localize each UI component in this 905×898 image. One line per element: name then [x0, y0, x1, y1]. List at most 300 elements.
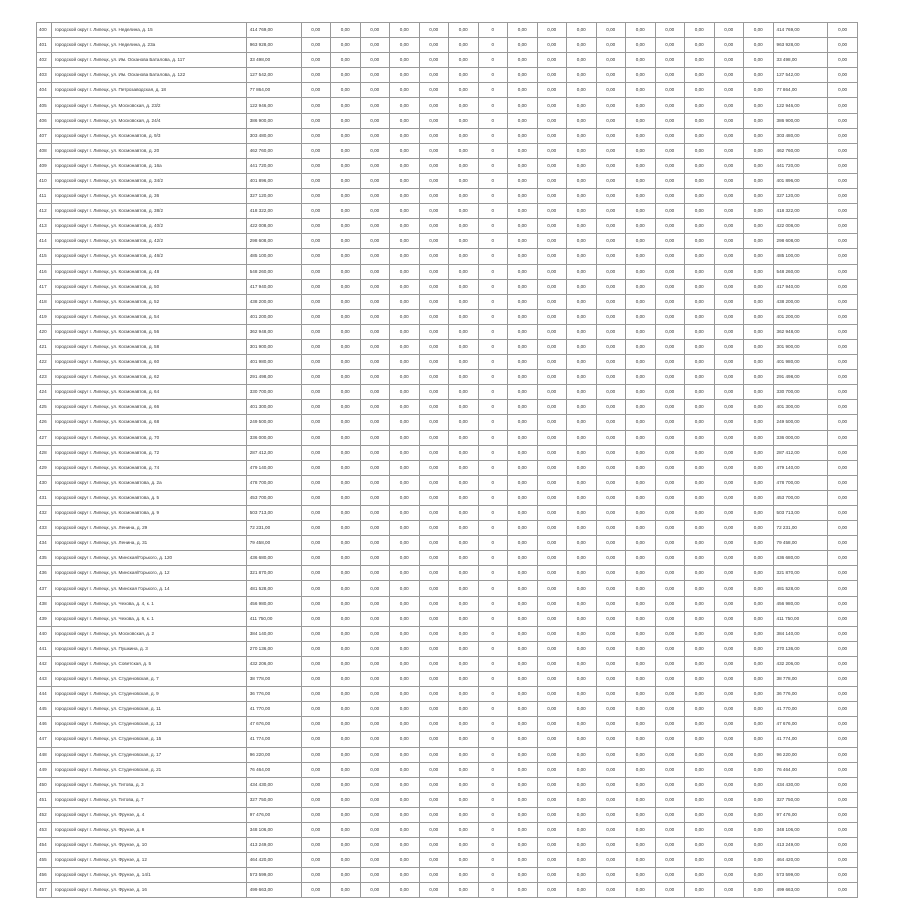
row-number-cell: 400	[37, 23, 52, 38]
total-cell: 464 420,00	[246, 853, 301, 868]
table-row	[37, 822, 858, 837]
value-cell: 0,00	[508, 234, 538, 249]
budget-table	[36, 22, 858, 898]
value-cell: 0,00	[685, 702, 715, 717]
address-cell: городской округ г. Липецк, ул. Московская, д. 2	[51, 626, 246, 641]
value-cell: 0,00	[331, 822, 361, 837]
value-cell: 0,00	[419, 732, 449, 747]
value-cell: 0,00	[449, 883, 479, 898]
value-cell: 0,00	[685, 521, 715, 536]
value-cell: 0,00	[301, 264, 331, 279]
value-cell: 0,00	[626, 219, 656, 234]
table-row	[37, 400, 858, 415]
final-value-cell: 0,00	[828, 339, 858, 354]
table-row	[37, 702, 858, 717]
final-total-cell: 38 778,00	[773, 672, 828, 687]
value-cell: 0,00	[537, 98, 567, 113]
value-cell: 0,00	[714, 536, 744, 551]
value-cell: 0,00	[419, 551, 449, 566]
value-cell: 0,00	[537, 732, 567, 747]
final-value-cell: 0,00	[828, 430, 858, 445]
value-cell: 0,00	[714, 687, 744, 702]
value-cell: 0,00	[537, 490, 567, 505]
final-total-cell: 417 940,00	[773, 279, 828, 294]
total-cell: 438 200,00	[246, 294, 301, 309]
value-cell: 0,00	[567, 868, 597, 883]
value-cell: 0,00	[596, 98, 626, 113]
final-value-cell: 0,00	[828, 204, 858, 219]
address-cell: городской округ г. Липецк, ул. Студеновская, д. 21	[51, 762, 246, 777]
value-cell: 0,00	[301, 355, 331, 370]
value-cell: 0,00	[508, 596, 538, 611]
final-total-cell: 72 231,00	[773, 521, 828, 536]
value-cell: 0,00	[685, 264, 715, 279]
value-cell: 0,00	[744, 475, 774, 490]
total-cell: 38 778,00	[246, 672, 301, 687]
value-cell: 0,00	[301, 38, 331, 53]
final-value-cell: 0,00	[828, 249, 858, 264]
value-cell: 0,00	[655, 415, 685, 430]
value-cell: 0,00	[331, 687, 361, 702]
final-total-cell: 327 120,00	[773, 189, 828, 204]
value-cell: 0,00	[390, 641, 420, 656]
table-row	[37, 445, 858, 460]
value-cell: 0,00	[655, 475, 685, 490]
value-cell: 0,00	[744, 83, 774, 98]
value-cell: 0,00	[419, 672, 449, 687]
value-cell: 0,00	[301, 219, 331, 234]
address-cell: городской округ г. Липецк, ул. Фрунзе, д. 16	[51, 883, 246, 898]
value-cell: 0,00	[744, 219, 774, 234]
value-cell: 0,00	[449, 475, 479, 490]
value-cell: 0,00	[655, 23, 685, 38]
table-row	[37, 792, 858, 807]
value-cell: 0,00	[390, 566, 420, 581]
final-value-cell: 0,00	[828, 777, 858, 792]
value-cell: 0	[478, 762, 508, 777]
value-cell: 0,00	[685, 219, 715, 234]
value-cell: 0,00	[714, 672, 744, 687]
value-cell: 0,00	[301, 702, 331, 717]
value-cell: 0,00	[537, 868, 567, 883]
value-cell: 0,00	[419, 536, 449, 551]
value-cell: 0,00	[655, 626, 685, 641]
value-cell: 0,00	[744, 355, 774, 370]
value-cell: 0,00	[685, 23, 715, 38]
value-cell: 0,00	[744, 189, 774, 204]
value-cell: 0,00	[360, 370, 390, 385]
value-cell: 0,00	[537, 309, 567, 324]
value-cell: 0,00	[626, 732, 656, 747]
final-total-cell: 270 136,00	[773, 641, 828, 656]
address-cell: городской округ г. Липецк, ул. Космонавтов, д. 50	[51, 279, 246, 294]
final-value-cell: 0,00	[828, 732, 858, 747]
value-cell: 0,00	[419, 324, 449, 339]
final-value-cell: 0,00	[828, 23, 858, 38]
table-row	[37, 641, 858, 656]
total-cell: 79 458,00	[246, 536, 301, 551]
value-cell: 0,00	[537, 596, 567, 611]
value-cell: 0,00	[567, 234, 597, 249]
value-cell: 0,00	[360, 490, 390, 505]
value-cell: 0,00	[537, 204, 567, 219]
value-cell: 0,00	[508, 822, 538, 837]
value-cell: 0,00	[360, 626, 390, 641]
value-cell: 0,00	[596, 883, 626, 898]
value-cell: 0,00	[419, 490, 449, 505]
value-cell: 0,00	[419, 189, 449, 204]
value-cell: 0,00	[360, 807, 390, 822]
value-cell: 0,00	[567, 883, 597, 898]
value-cell: 0,00	[449, 400, 479, 415]
value-cell: 0,00	[537, 143, 567, 158]
value-cell: 0,00	[685, 98, 715, 113]
value-cell: 0,00	[419, 702, 449, 717]
value-cell: 0,00	[508, 687, 538, 702]
value-cell: 0,00	[596, 309, 626, 324]
row-number-cell: 433	[37, 521, 52, 536]
value-cell: 0,00	[714, 868, 744, 883]
value-cell: 0,00	[655, 204, 685, 219]
row-number-cell: 434	[37, 536, 52, 551]
value-cell: 0	[478, 566, 508, 581]
value-cell: 0,00	[301, 294, 331, 309]
value-cell: 0,00	[744, 792, 774, 807]
value-cell: 0,00	[655, 370, 685, 385]
table-row	[37, 807, 858, 822]
value-cell: 0,00	[360, 234, 390, 249]
row-number-cell: 447	[37, 732, 52, 747]
value-cell: 0,00	[419, 445, 449, 460]
value-cell: 0,00	[537, 128, 567, 143]
final-value-cell: 0,00	[828, 838, 858, 853]
value-cell: 0,00	[685, 385, 715, 400]
value-cell: 0,00	[744, 204, 774, 219]
table-row	[37, 883, 858, 898]
value-cell: 0,00	[626, 536, 656, 551]
value-cell: 0,00	[331, 777, 361, 792]
row-number-cell: 416	[37, 264, 52, 279]
final-value-cell: 0,00	[828, 128, 858, 143]
value-cell: 0,00	[626, 400, 656, 415]
address-cell: городской округ г. Липецк, ул. Космонавтов, д. 48	[51, 264, 246, 279]
value-cell: 0,00	[744, 128, 774, 143]
value-cell: 0,00	[596, 838, 626, 853]
row-number-cell: 427	[37, 430, 52, 445]
value-cell: 0,00	[301, 732, 331, 747]
value-cell: 0,00	[714, 309, 744, 324]
value-cell: 0,00	[537, 460, 567, 475]
value-cell: 0,00	[685, 460, 715, 475]
value-cell: 0,00	[508, 38, 538, 53]
final-value-cell: 0,00	[828, 219, 858, 234]
address-cell: городской округ г. Липецк, ул. Космонавтов, д. 9/3	[51, 128, 246, 143]
value-cell: 0,00	[596, 687, 626, 702]
value-cell: 0,00	[331, 219, 361, 234]
final-total-cell: 414 769,00	[773, 23, 828, 38]
value-cell: 0,00	[331, 717, 361, 732]
value-cell: 0,00	[301, 626, 331, 641]
value-cell: 0,00	[390, 702, 420, 717]
value-cell: 0,00	[301, 551, 331, 566]
value-cell: 0,00	[714, 611, 744, 626]
address-cell: городской округ г. Липецк, ул. Космонавтов, д. 70	[51, 430, 246, 445]
value-cell: 0,00	[714, 430, 744, 445]
value-cell: 0,00	[301, 53, 331, 68]
value-cell: 0,00	[360, 762, 390, 777]
value-cell: 0,00	[508, 294, 538, 309]
final-total-cell: 97 476,00	[773, 807, 828, 822]
value-cell: 0,00	[331, 204, 361, 219]
address-cell: городской округ г. Липецк, ул. Неделина, д. 15	[51, 23, 246, 38]
value-cell: 0,00	[360, 309, 390, 324]
value-cell: 0,00	[419, 581, 449, 596]
value-cell: 0,00	[419, 339, 449, 354]
value-cell: 0,00	[626, 822, 656, 837]
value-cell: 0,00	[508, 460, 538, 475]
value-cell: 0	[478, 521, 508, 536]
value-cell: 0,00	[331, 762, 361, 777]
value-cell: 0,00	[714, 732, 744, 747]
value-cell: 0,00	[714, 173, 744, 188]
final-total-cell: 441 720,00	[773, 158, 828, 173]
value-cell: 0,00	[744, 400, 774, 415]
value-cell: 0,00	[301, 868, 331, 883]
value-cell: 0,00	[596, 143, 626, 158]
final-value-cell: 0,00	[828, 234, 858, 249]
value-cell: 0,00	[655, 234, 685, 249]
value-cell: 0,00	[567, 822, 597, 837]
value-cell: 0,00	[449, 445, 479, 460]
value-cell: 0,00	[714, 339, 744, 354]
value-cell: 0,00	[301, 672, 331, 687]
value-cell: 0,00	[537, 279, 567, 294]
value-cell: 0,00	[685, 234, 715, 249]
value-cell: 0,00	[655, 53, 685, 68]
table-row	[37, 506, 858, 521]
value-cell: 0,00	[685, 536, 715, 551]
value-cell: 0	[478, 807, 508, 822]
value-cell: 0	[478, 294, 508, 309]
table-row	[37, 853, 858, 868]
final-value-cell: 0,00	[828, 626, 858, 641]
row-number-cell: 440	[37, 626, 52, 641]
final-total-cell: 96 220,00	[773, 747, 828, 762]
value-cell: 0,00	[714, 460, 744, 475]
value-cell: 0,00	[360, 792, 390, 807]
value-cell: 0,00	[419, 309, 449, 324]
value-cell: 0,00	[744, 53, 774, 68]
value-cell: 0,00	[449, 626, 479, 641]
value-cell: 0,00	[360, 189, 390, 204]
value-cell: 0,00	[331, 521, 361, 536]
value-cell: 0,00	[390, 762, 420, 777]
value-cell: 0,00	[390, 355, 420, 370]
row-number-cell: 423	[37, 370, 52, 385]
value-cell: 0,00	[331, 189, 361, 204]
row-number-cell: 445	[37, 702, 52, 717]
table-row	[37, 656, 858, 671]
value-cell: 0,00	[390, 732, 420, 747]
value-cell: 0,00	[626, 807, 656, 822]
value-cell: 0,00	[390, 415, 420, 430]
value-cell: 0,00	[360, 521, 390, 536]
value-cell: 0,00	[360, 158, 390, 173]
value-cell: 0,00	[301, 521, 331, 536]
value-cell: 0,00	[626, 385, 656, 400]
value-cell: 0,00	[331, 143, 361, 158]
final-total-cell: 327 750,00	[773, 792, 828, 807]
value-cell: 0,00	[685, 113, 715, 128]
final-total-cell: 127 542,00	[773, 68, 828, 83]
value-cell: 0,00	[360, 23, 390, 38]
value-cell: 0,00	[744, 143, 774, 158]
address-cell: городской округ г. Липецк, ул. Космонавтов, д. 74	[51, 460, 246, 475]
value-cell: 0,00	[655, 430, 685, 445]
final-total-cell: 438 200,00	[773, 294, 828, 309]
value-cell: 0,00	[685, 672, 715, 687]
value-cell: 0,00	[655, 264, 685, 279]
total-cell: 97 476,00	[246, 807, 301, 822]
value-cell: 0,00	[596, 551, 626, 566]
value-cell: 0,00	[419, 143, 449, 158]
value-cell: 0,00	[596, 445, 626, 460]
final-total-cell: 432 206,00	[773, 656, 828, 671]
row-number-cell: 443	[37, 672, 52, 687]
value-cell: 0,00	[655, 702, 685, 717]
table-row	[37, 189, 858, 204]
value-cell: 0,00	[626, 249, 656, 264]
value-cell: 0,00	[390, 219, 420, 234]
value-cell: 0,00	[331, 68, 361, 83]
value-cell: 0,00	[390, 309, 420, 324]
value-cell: 0,00	[390, 98, 420, 113]
value-cell: 0	[478, 702, 508, 717]
value-cell: 0,00	[744, 158, 774, 173]
value-cell: 0,00	[508, 747, 538, 762]
table-row	[37, 611, 858, 626]
table-row	[37, 536, 858, 551]
value-cell: 0	[478, 355, 508, 370]
value-cell: 0,00	[567, 430, 597, 445]
value-cell: 0,00	[390, 792, 420, 807]
value-cell: 0,00	[390, 521, 420, 536]
value-cell: 0,00	[567, 415, 597, 430]
total-cell: 270 136,00	[246, 641, 301, 656]
value-cell: 0,00	[419, 219, 449, 234]
value-cell: 0,00	[567, 656, 597, 671]
value-cell: 0	[478, 792, 508, 807]
value-cell: 0,00	[301, 460, 331, 475]
value-cell: 0,00	[567, 566, 597, 581]
final-total-cell: 384 140,00	[773, 626, 828, 641]
value-cell: 0,00	[714, 370, 744, 385]
value-cell: 0,00	[744, 23, 774, 38]
value-cell: 0,00	[331, 807, 361, 822]
value-cell: 0,00	[626, 626, 656, 641]
value-cell: 0,00	[626, 792, 656, 807]
row-number-cell: 428	[37, 445, 52, 460]
final-value-cell: 0,00	[828, 566, 858, 581]
value-cell: 0,00	[655, 883, 685, 898]
address-cell: городской округ г. Липецк, ул. Студеновская, д. 17	[51, 747, 246, 762]
value-cell: 0,00	[567, 309, 597, 324]
value-cell: 0,00	[508, 53, 538, 68]
table-row	[37, 249, 858, 264]
total-cell: 298 608,00	[246, 234, 301, 249]
value-cell: 0,00	[596, 158, 626, 173]
value-cell: 0,00	[360, 415, 390, 430]
value-cell: 0,00	[567, 445, 597, 460]
value-cell: 0,00	[655, 339, 685, 354]
value-cell: 0,00	[714, 113, 744, 128]
table-row	[37, 294, 858, 309]
value-cell: 0,00	[537, 38, 567, 53]
total-cell: 485 100,00	[246, 249, 301, 264]
address-cell: городской округ г. Липецк, ул. Космонавтова, д. 2а	[51, 475, 246, 490]
value-cell: 0,00	[331, 551, 361, 566]
row-number-cell: 409	[37, 158, 52, 173]
value-cell: 0,00	[537, 777, 567, 792]
address-cell: городской округ г. Липецк, ул. Космонавтов, д. 58	[51, 339, 246, 354]
row-number-cell: 436	[37, 566, 52, 581]
value-cell: 0,00	[301, 777, 331, 792]
value-cell: 0,00	[508, 98, 538, 113]
value-cell: 0,00	[596, 777, 626, 792]
value-cell: 0,00	[449, 415, 479, 430]
row-number-cell: 437	[37, 581, 52, 596]
value-cell: 0	[478, 868, 508, 883]
final-value-cell: 0,00	[828, 596, 858, 611]
value-cell: 0,00	[655, 309, 685, 324]
value-cell: 0,00	[449, 521, 479, 536]
value-cell: 0,00	[449, 309, 479, 324]
value-cell: 0,00	[655, 490, 685, 505]
value-cell: 0	[478, 158, 508, 173]
value-cell: 0,00	[567, 702, 597, 717]
value-cell: 0	[478, 113, 508, 128]
table-row	[37, 762, 858, 777]
total-cell: 411 750,00	[246, 611, 301, 626]
value-cell: 0,00	[419, 883, 449, 898]
value-cell: 0	[478, 249, 508, 264]
total-cell: 499 663,00	[246, 883, 301, 898]
value-cell: 0,00	[301, 143, 331, 158]
table-row	[37, 551, 858, 566]
value-cell: 0,00	[685, 324, 715, 339]
value-cell: 0,00	[596, 611, 626, 626]
row-number-cell: 402	[37, 53, 52, 68]
value-cell: 0,00	[301, 853, 331, 868]
value-cell: 0,00	[685, 309, 715, 324]
table-row	[37, 324, 858, 339]
value-cell: 0,00	[537, 219, 567, 234]
table-row	[37, 868, 858, 883]
total-cell: 327 750,00	[246, 792, 301, 807]
value-cell: 0,00	[360, 506, 390, 521]
value-cell: 0,00	[744, 234, 774, 249]
final-total-cell: 499 663,00	[773, 883, 828, 898]
total-cell: 77 864,00	[246, 83, 301, 98]
final-total-cell: 348 106,00	[773, 822, 828, 837]
value-cell: 0,00	[508, 490, 538, 505]
value-cell: 0,00	[655, 868, 685, 883]
value-cell: 0,00	[301, 445, 331, 460]
row-number-cell: 411	[37, 189, 52, 204]
value-cell: 0,00	[655, 521, 685, 536]
value-cell: 0,00	[655, 83, 685, 98]
value-cell: 0	[478, 777, 508, 792]
